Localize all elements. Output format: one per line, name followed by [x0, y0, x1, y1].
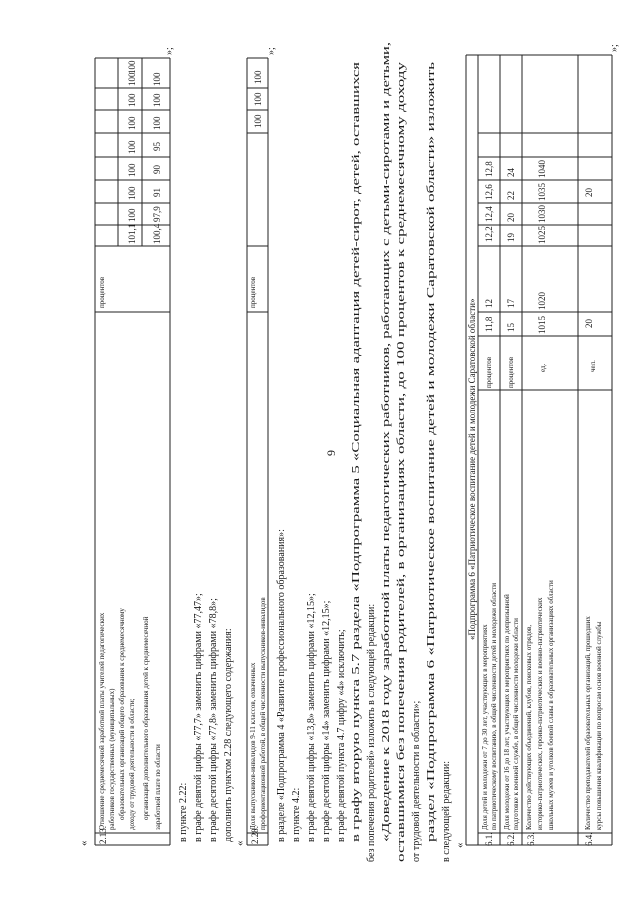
row-6-3-desc-2: историко-патриотических, героико-патриотических и военно-патриотических: [536, 597, 544, 830]
table-2-13-r1-v2: 100: [127, 208, 137, 222]
row-6-3-v3: 1025: [537, 226, 547, 244]
table-2-28-desc-line-1: Доля выпускников-инвалидов 9-11 классов, охваченных: [249, 662, 257, 830]
para-2-22-line-2: в графе десятой цифры «77,8» заменить цифрами «78,8»;: [208, 598, 219, 842]
body-line-4: в графе десятой цифры «14» заменить цифрами «12,15»;: [321, 600, 332, 842]
page-number: 9: [324, 450, 338, 456]
body-line-9: оставшимися без попечения родителей, в организациях области, до 100 процентов к среднемесячному доходу: [396, 393, 407, 862]
table-2-13-r2-v3: 91: [152, 188, 162, 197]
row-6-2-v6: 24: [506, 168, 516, 177]
row-6-4-v1: 20: [584, 319, 594, 328]
table-2-13-r1-v9: 100: [127, 60, 137, 74]
row-6-2-v5: 22: [506, 191, 516, 200]
body-text: [276, 42, 452, 862]
table-2-13-r1-v5: 100: [127, 140, 137, 154]
row-6-3-number: 6.3.: [526, 832, 536, 846]
row-6-2-v3: 19: [506, 233, 516, 242]
table-2-13-desc-line-1: Отношение среднемесячной заработной платы учителей педагогических: [98, 612, 106, 830]
table-6: [454, 44, 620, 848]
table-2-28-number: 2.28.: [250, 826, 260, 844]
row-6-1-number: 6.1.: [484, 832, 494, 846]
table-2-13: [78, 47, 175, 846]
row-6-1-v5: 12,6: [484, 184, 494, 200]
table-2-13-r2-v2: 97,9: [152, 206, 162, 222]
table-2-13-desc-line-5: организаций дополнительного образования детей к среднемесячной: [142, 616, 150, 820]
row-6-3-desc-3: школьных музеев и уголков боевой славы в образовательных организациях области: [547, 580, 555, 830]
para-2-22-line-3: дополнить пунктом 2.28 следующего содержания:: [223, 628, 234, 842]
row-6-3-v2: 1020: [537, 292, 547, 310]
body-line-5: в графе девятой пункта 4.7 цифру «4» исключить;: [336, 629, 347, 842]
table-2-13-r1-v6: 100: [127, 116, 137, 130]
table-2-13-r1-v7: 100: [127, 93, 137, 107]
table-2-13-close: »;: [164, 47, 175, 55]
row-6-2-desc-2: подготовке к военной службе, в общей численности молодежи области: [512, 618, 520, 830]
row-6-4-desc-2: курсы повышения квалификации по вопросам основ военной службы: [595, 621, 603, 830]
body-line-11: раздел «Подпрограмма 6 «Патриотическое воспитание детей и молодежи Саратовской области» изложить: [426, 389, 437, 842]
row-6-3-v5: 1035: [537, 183, 547, 201]
row-6-2-v4: 20: [506, 213, 516, 222]
row-6-1-desc-1: Доля детей и молодежи от 7 до 30 лет, участвующих в мероприятиях: [481, 624, 489, 830]
table-2-13-r2-v8: 100: [152, 72, 162, 86]
paragraph-2-22: [178, 593, 234, 842]
row-6-4-number: 6.4.: [584, 832, 594, 846]
table-2-28-v3: 100: [253, 70, 263, 84]
row-6-4-v2: 20: [584, 188, 594, 197]
table-2-13-r1-v3: 100: [127, 186, 137, 200]
table-2-28-open-quote: «: [234, 840, 246, 846]
body-line-2: в пункте 4.2:: [291, 787, 302, 842]
table-2-13-number: 2.13.: [98, 826, 108, 844]
table-2-13-desc-line-4: доходу от трудовой деятельности в области;: [128, 698, 136, 830]
row-6-3-v4: 1030: [537, 205, 547, 223]
row-6-3-v1: 1015: [537, 316, 547, 334]
table-2-13-r2-v1: 100,4: [152, 223, 162, 244]
body-line-1: в разделе «Подпрограмма 4 «Развитие профессионального образования»:: [276, 529, 287, 842]
table-2-13-desc-line-6: заработной плате по области: [154, 744, 162, 830]
para-2-22-line-1: в графе девятой цифры «77,7» заменить цифрами «77,47»;: [193, 593, 204, 842]
table-2-28-v2: 100: [253, 92, 263, 106]
table-2-28-unit: процентов: [249, 276, 257, 308]
table-2-13-r1-v4: 100: [127, 163, 137, 177]
table-2-13-r2-v7: 100: [152, 93, 162, 107]
row-6-1-v2: 12: [484, 299, 494, 308]
row-6-1-v1: 11,8: [484, 316, 494, 332]
body-line-10: от трудовой деятельности в области»;: [411, 700, 422, 862]
table-2-28: [234, 47, 277, 846]
body-line-3: в графе девятой цифры «13,8» заменить цифрами «12,15»;: [306, 593, 317, 842]
table-6-open-quote: «: [454, 842, 466, 848]
table-2-28-close: »;: [266, 47, 277, 55]
body-line-8: «Доведение к 2018 году заработной платы педагогических работников, работающих с детьми-сиротами и детьми,: [381, 356, 392, 842]
row-6-4-unit: чел.: [589, 360, 597, 372]
table-2-13-unit: процентов: [98, 276, 106, 308]
table-2-13-r1-v1: 101,1: [127, 223, 137, 244]
row-6-3-unit: ед.: [539, 363, 547, 372]
row-6-1-unit: процентов: [485, 356, 493, 388]
table-2-13-open-quote: «: [78, 840, 90, 846]
row-6-1-v3: 12,2: [484, 226, 494, 242]
row-6-1-v6: 12,8: [484, 161, 494, 177]
row-6-2-v1: 15: [506, 323, 516, 332]
row-6-2-unit: процентов: [507, 356, 515, 388]
row-6-3-desc-1: Количество действующих объединений, клубов, поисковых отрядов,: [525, 624, 533, 830]
row-6-1-v4: 12,4: [484, 206, 494, 222]
row-6-2-v2: 17: [506, 299, 516, 308]
table-6-close: »;: [609, 44, 620, 52]
row-6-1-desc-2: по патриотическому воспитанию, в общей численности детей и молодежи области: [490, 582, 498, 830]
table-2-13-r2-v6: 100: [152, 116, 162, 130]
body-line-7: без попечения родителей» изложить в следующей редакции:: [366, 603, 377, 862]
table-2-13-r2-v5: 95: [152, 142, 162, 151]
table-2-28-desc-line-2: профориентационной работой, в общей численности выпускников-инвалидов: [259, 597, 267, 830]
table-2-13-r2-v4: 90: [152, 165, 162, 174]
row-6-4-desc-1: Количество преподавателей образовательных организаций, прошедших: [584, 616, 592, 830]
body-line-6: в графу вторую пункта 5.7 раздела «Подпрограмма 5 «Социальная адаптация детей-сирот, детей, оставшихся: [351, 376, 362, 842]
table-2-28-v1: 100: [253, 114, 263, 128]
table-2-13-desc-line-3: образовательных организаций общего образования к среднемесячному: [118, 608, 126, 820]
table-2-13-desc-line-2: работников государственных (муниципальных): [108, 688, 116, 830]
row-6-2-number: 6.2.: [506, 832, 516, 846]
para-2-22-intro: в пункте 2.22:: [178, 782, 189, 842]
row-6-3-v6: 1040: [537, 160, 547, 178]
row-6-2-desc-1: Доля молодежи от 16 до 18 лет, участвующих в мероприятиях по допризывной: [503, 594, 511, 830]
table-2-13-r1-v8: 100: [127, 72, 137, 86]
body-line-12: в следующей редакции:: [441, 760, 452, 862]
table-6-title: «Подпрограмма 6 «Патриотическое воспитание детей и молодежи Саратовской области»: [467, 298, 477, 640]
